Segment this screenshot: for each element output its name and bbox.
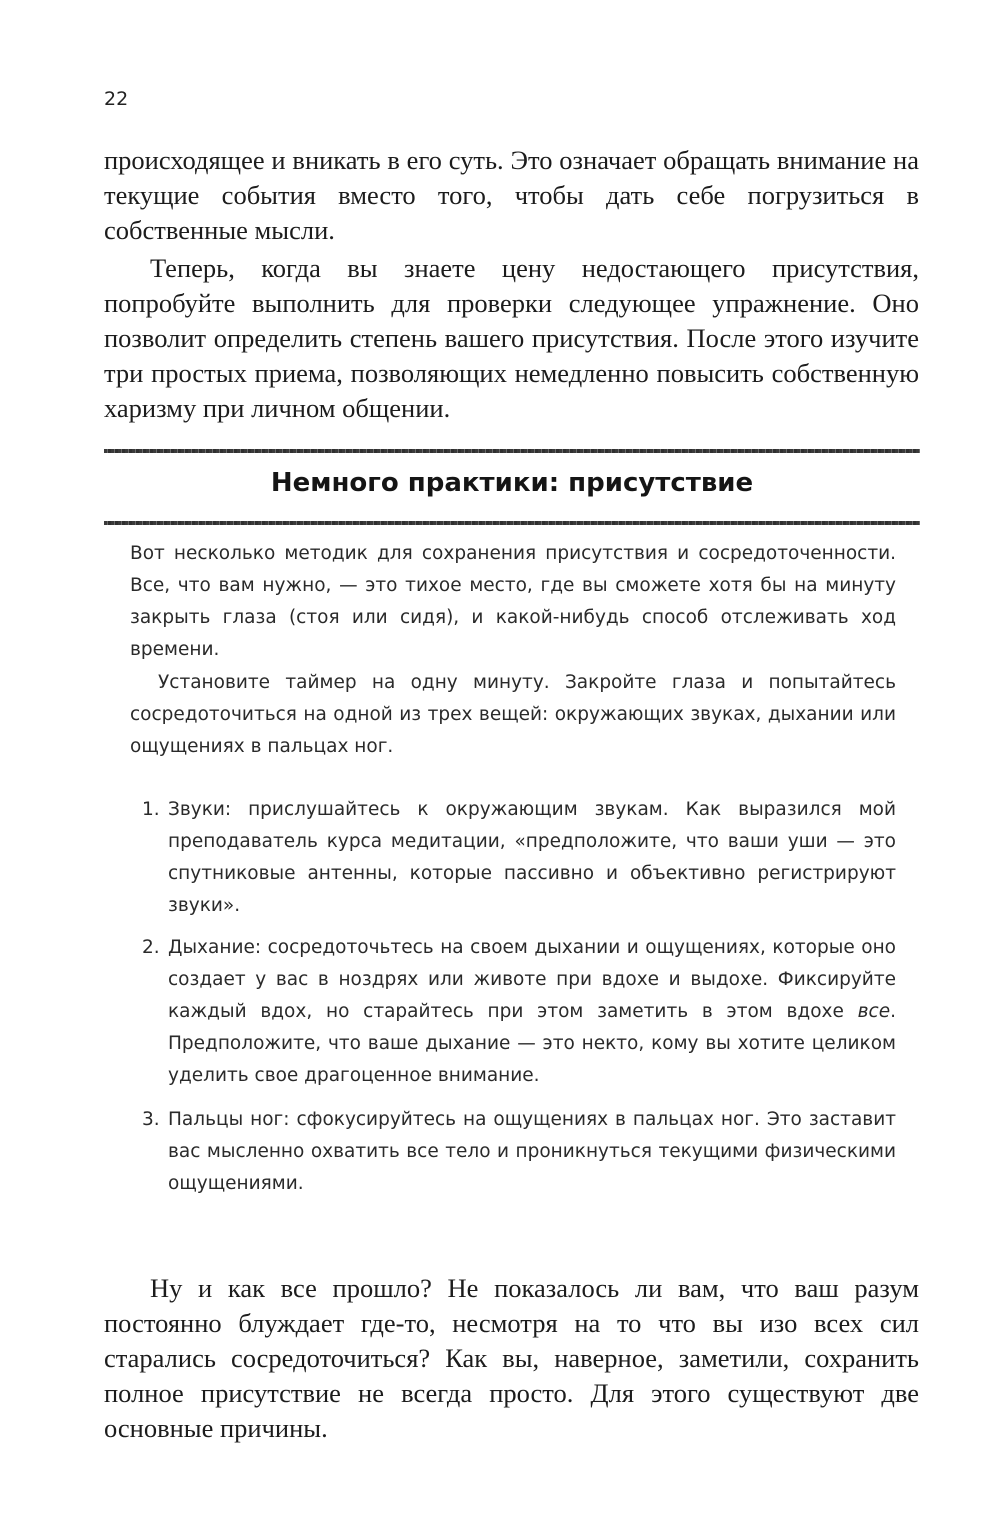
- body-paragraph-2: Теперь, когда вы знаете цену недостающего присутствия, попробуйте выполнить для проверки следующее упражнение. Оно позволит определить степень вашего присутствия. После этого изучите три простых приема, позволяющих немедленно повысить собственную харизму при личном общении.: [104, 253, 919, 423]
- list-item-text: [168, 932, 896, 1092]
- list-item-text-emphasis: все: [857, 1001, 891, 1022]
- list-item-text-part: Дыхание: сосредоточьтесь на своем дыхании и ощущениях, которые оно создает у вас в ноздрях или животе при вдохе и выдохе. Фиксируйте каждый вдох, но старайтесь при этом заметить в этом вдохе: [168, 937, 896, 1022]
- page-number: 22: [104, 88, 129, 110]
- list-item-text: Звуки: прислушайтесь к окружающим звукам. Как выразился мой преподаватель курса медитации, «предположите, что ваши уши — это спутниковые антенны, которые пассивно и объективно регистрируют звуки».: [168, 799, 896, 916]
- list-item-text-part: . Предположите, что ваше дыхание — это некто, кому вы хотите целиком уделить свое драгоценное внимание.: [168, 1001, 896, 1086]
- body-paragraph-1: происходящее и вникать в его суть. Это означает обращать внимание на текущие события вместо того, чтобы дать себе погрузиться в собственные мысли.: [104, 145, 919, 245]
- list-item-number: 3.: [142, 1109, 160, 1130]
- box-bottom-rule: [104, 521, 920, 525]
- body-paragraph-3: Ну и как все прошло? Не показалось ли вам, что ваш разум постоянно блуждает где-то, несмотря на то что вы изо всех сил старались сосредоточиться? Как вы, наверное, заметили, сохранить полное присутствие не всегда просто. Для этого существуют две основные причины.: [104, 1273, 919, 1443]
- list-item-number: 1.: [142, 799, 160, 820]
- practice-intro: Вот несколько методик для сохранения присутствия и сосредоточенности. Все, что вам нужно, — это тихое место, где вы сможете хотя бы на минуту закрыть глаза (стоя или сидя), и какой-нибудь способ отслеживать ход времени.: [130, 543, 896, 660]
- practice-instruction: Установите таймер на одну минуту. Закройте глаза и попытайтесь сосредоточиться на одной из трех вещей: окружающих звуках, дыхании или ощущениях в пальцах ног.: [130, 672, 896, 757]
- list-item-text: Пальцы ног: сфокусируйтесь на ощущениях в пальцах ног. Это заставит вас мысленно охватить все тело и проникнуться текущими физическими ощущениями.: [168, 1109, 896, 1194]
- list-item-number: 2.: [142, 937, 160, 958]
- practice-box-title: Немного практики: присутствие: [270, 468, 754, 498]
- box-top-rule: [104, 449, 920, 453]
